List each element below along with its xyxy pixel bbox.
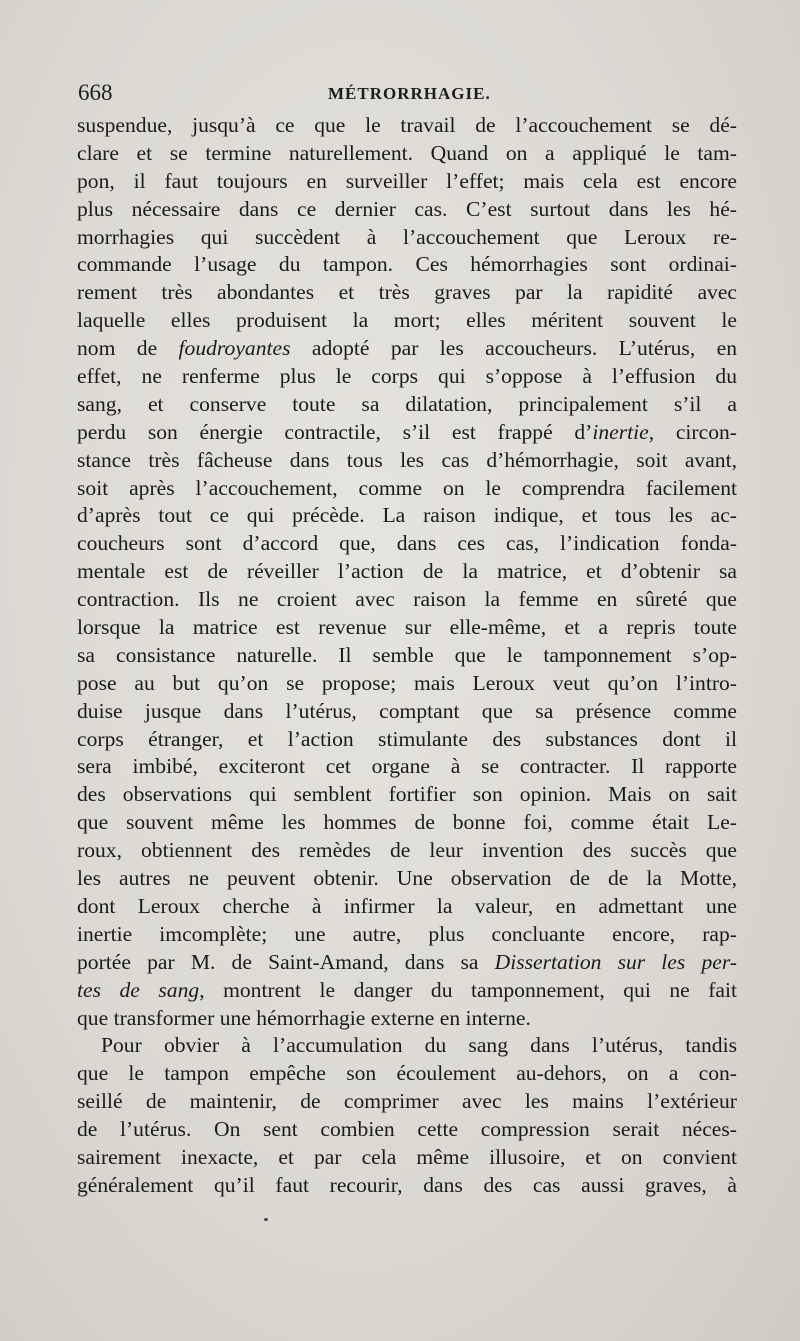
italic-title: tes de sang bbox=[77, 977, 200, 1002]
text-line: de l’utérus. On sent combien cette compression serait néces- bbox=[77, 1117, 737, 1142]
text-line: Pour obvier à l’accumulation du sang dans l’utérus, tandis bbox=[101, 1033, 737, 1058]
italic-term: inertie bbox=[592, 419, 649, 444]
text-line: plus nécessaire dans ce dernier cas. C’est surtout dans les hé- bbox=[77, 196, 737, 221]
text-line: que transformer une hémorrhagie externe en interne. bbox=[77, 1005, 531, 1030]
text-line: d’après tout ce qui précède. La raison indique, et tous les ac- bbox=[77, 503, 737, 528]
italic-term: foudroyantes bbox=[178, 336, 291, 361]
text-line: contraction. Ils ne croient avec raison la femme en sûreté que bbox=[77, 587, 737, 612]
text-line: morrhagies qui succèdent à l’accouchement que Leroux re- bbox=[77, 224, 737, 249]
text-line: sera imbibé, exciteront cet organe à se contracter. Il rapporte bbox=[77, 754, 737, 779]
text-line: que souvent même les hommes de bonne foi, comme était Le- bbox=[77, 810, 737, 835]
text-line: rement très abondantes et très graves par la rapidité avec bbox=[77, 280, 737, 305]
text-line: mentale est de réveiller l’action de la matrice, et d’obtenir sa bbox=[77, 559, 737, 584]
text-line: seillé de maintenir, de comprimer avec les mains l’extérieur bbox=[77, 1089, 737, 1114]
running-title: MÉTRORRHAGIE. bbox=[328, 84, 491, 103]
text-line: généralement qu’il faut recourir, dans des cas aussi graves, à bbox=[77, 1172, 737, 1197]
text-line: roux, obtiennent des remèdes de leur invention des succès que bbox=[77, 838, 737, 863]
ink-speck bbox=[264, 1218, 268, 1221]
text-line bbox=[77, 419, 737, 447]
text-segment: , circon- bbox=[648, 419, 737, 444]
text-line: stance très fâcheuse dans tous les cas d’hémorrhagie, soit avant, bbox=[77, 447, 737, 472]
body-text bbox=[77, 112, 737, 1200]
text-line: les autres ne peuvent obtenir. Une observation de de la Motte, bbox=[77, 866, 737, 891]
text-line: corps étranger, et l’action stimulante des substances dont il bbox=[77, 726, 737, 751]
text-line: suspendue, jusqu’à ce que le travail de l’accouchement se dé- bbox=[77, 113, 737, 137]
text-line: duise jusque dans l’utérus, comptant que sa présence comme bbox=[77, 698, 737, 723]
text-segment: adopté par les accoucheurs. L’utérus, en bbox=[290, 336, 737, 361]
text-line: sang, et conserve toute sa dilatation, principalement s’il a bbox=[77, 391, 737, 416]
text-line: effet, ne renferme plus le corps qui s’oppose à l’effusion du bbox=[77, 364, 737, 389]
text-line: laquelle elles produisent la mort; elles méritent souvent le bbox=[77, 308, 737, 333]
text-line: sa consistance naturelle. Il semble que le tamponnement s’op- bbox=[77, 642, 737, 667]
text-line bbox=[77, 335, 737, 363]
text-line: sairement inexacte, et par cela même illusoire, et on convient bbox=[77, 1144, 737, 1169]
text-line: inertie imcomplète; une autre, plus concluante encore, rap- bbox=[77, 921, 737, 946]
text-line: pon, il faut toujours en surveiller l’effet; mais cela est encore bbox=[77, 168, 737, 193]
italic-title: Dissertation sur les per- bbox=[494, 949, 737, 974]
text-line bbox=[77, 977, 737, 1005]
text-line: coucheurs sont d’accord que, dans ces cas, l’indication fonda- bbox=[77, 531, 737, 556]
text-line: que le tampon empêche son écoulement au-dehors, on a con- bbox=[77, 1061, 737, 1086]
text-line: commande l’usage du tampon. Ces hémorrhagies sont ordinai- bbox=[77, 252, 737, 277]
page-number: 668 bbox=[78, 80, 113, 105]
page-header bbox=[78, 80, 738, 110]
text-line: des observations qui semblent fortifier son opinion. Mais on sait bbox=[77, 782, 737, 807]
text-line: dont Leroux cherche à infirmer la valeur, en admettant une bbox=[77, 893, 737, 918]
text-line: lorsque la matrice est revenue sur elle-même, et a repris toute bbox=[77, 615, 737, 640]
text-line: pose au but qu’on se propose; mais Leroux veut qu’on l’intro- bbox=[77, 670, 737, 695]
text-line bbox=[77, 949, 737, 977]
text-line: soit après l’accouchement, comme on le comprendra facilement bbox=[77, 475, 737, 500]
text-line: clare et se termine naturellement. Quand on a appliqué le tam- bbox=[77, 140, 737, 165]
text-segment: nom de bbox=[77, 336, 179, 361]
text-segment: portée par M. de Saint-Amand, dans sa bbox=[77, 949, 495, 974]
text-segment: perdu son énergie contractile, s’il est frappé d’ bbox=[77, 419, 593, 444]
text-segment: , montrent le danger du tamponnement, qui ne fait bbox=[199, 977, 738, 1002]
